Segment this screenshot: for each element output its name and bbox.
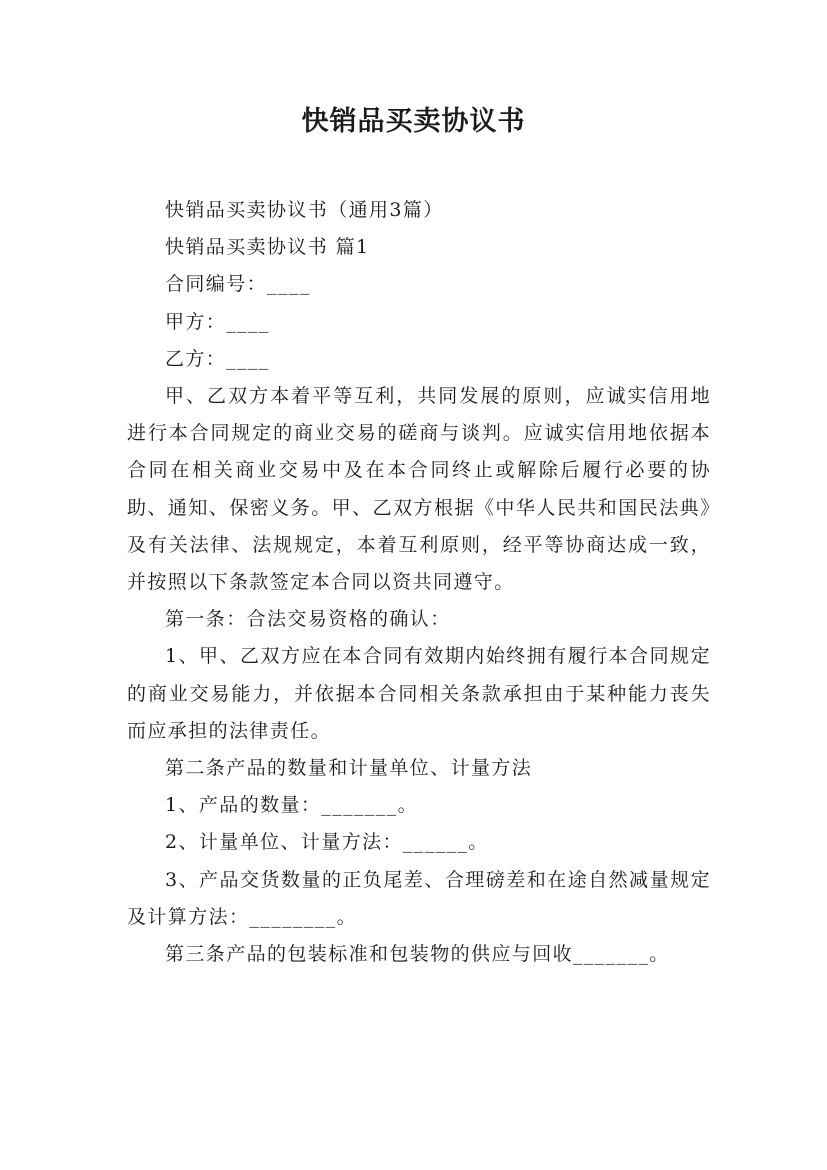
paragraph-party-b: 乙方：____ [165,347,270,370]
paragraph-article-2-item-1: 1、产品的数量：_______。 [165,794,418,817]
paragraph-section-heading: 快销品买卖协议书 篇1 [165,236,370,259]
paragraph-article-2-item-3: 3、产品交货数量的正负尾差、合理磅差和在途自然减量规定及计算方法：________。 [127,868,711,928]
document-body [127,192,711,973]
paragraph-preamble: 甲、乙双方本着平等互利，共同发展的原则，应诚实信用地进行本合同规定的商业交易的磋商与谈判。应诚实信用地依据本合同在相关商业交易中及在本合同终止或解除后履行必要的协助、通知、保密义务。甲、乙双方根据《中华人民共和国民法典》及有关法律、法规规定，本着互利原则，经平等协商达成一致，并按照以下条款签定本合同以资共同遵守。 [127,385,711,594]
document-title: 快销品买卖协议书 [301,106,526,137]
paragraph-subtitle: 快销品买卖协议书（通用3篇） [165,199,444,221]
paragraph-article-1: 第一条：合法交易资格的确认： [165,608,451,631]
paragraph-article-2: 第二条产品的数量和计量单位、计量方法 [165,757,533,780]
paragraph-article-1-item-1: 1、甲、乙双方应在本合同有效期内始终拥有履行本合同规定的商业交易能力，并依据本合同相关条款承担由于某种能力丧失而应承担的法律责任。 [127,645,711,742]
paragraph-article-2-item-2: 2、计量单位、计量方法：______。 [165,831,489,854]
paragraph-party-a: 甲方：____ [165,310,270,333]
paragraph-article-3: 第三条产品的包装标准和包装物的供应与回收_______。 [165,943,670,966]
paragraph-contract-number: 合同编号：____ [165,273,311,296]
